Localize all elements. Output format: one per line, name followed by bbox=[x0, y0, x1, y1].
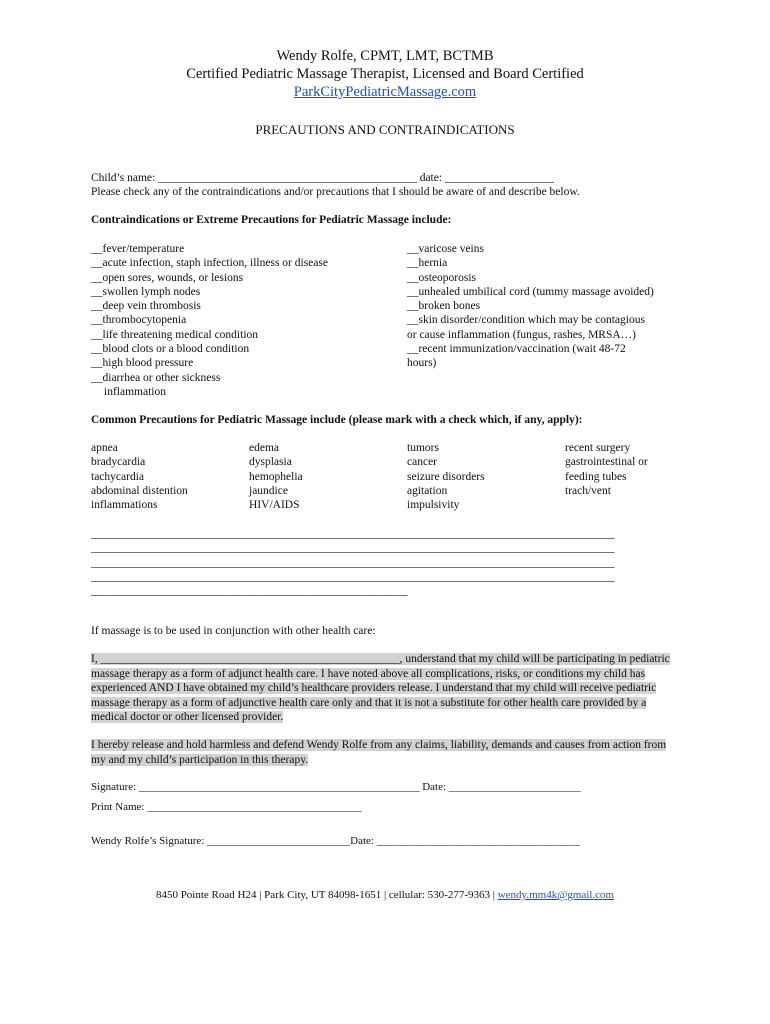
list-item[interactable]: __high blood pressure bbox=[91, 357, 194, 370]
website-row bbox=[0, 84, 770, 101]
contraindications-left-list bbox=[91, 242, 396, 399]
list-item[interactable]: seizure disorders bbox=[407, 470, 485, 483]
list-item: inflammation bbox=[104, 385, 166, 398]
precautions-column-4 bbox=[565, 441, 648, 498]
therapist-signature-field[interactable]: Wendy Rolfe’s Signature: __________________________Date: _____________________________________ bbox=[91, 835, 581, 847]
list-item[interactable]: __acute infection, staph infection, illness or disease bbox=[91, 257, 328, 270]
blank-line[interactable]: ________________________________________________________________________________________________ bbox=[91, 570, 615, 583]
document-title: PRECAUTIONS AND CONTRAINDICATIONS bbox=[255, 122, 515, 137]
list-item[interactable]: bradycardia bbox=[91, 456, 146, 469]
list-item[interactable]: __open sores, wounds, or lesions bbox=[91, 271, 244, 284]
list-item[interactable]: inflammations bbox=[91, 499, 158, 512]
list-item[interactable]: __recent immunization/vaccination (wait 48-72 bbox=[407, 343, 626, 356]
therapist-name: Wendy Rolfe, CPMT, LMT, BCTMB bbox=[276, 48, 494, 64]
list-item[interactable]: __hernia bbox=[407, 257, 448, 270]
list-item[interactable]: __deep vein thrombosis bbox=[91, 300, 201, 313]
common-precautions-heading: Common Precautions for Pediatric Massage include (please mark with a check which, if any, apply): bbox=[91, 414, 583, 426]
list-item[interactable]: trach/vent bbox=[565, 484, 611, 497]
list-item[interactable]: __varicose veins bbox=[407, 243, 484, 255]
list-item[interactable]: impulsivity bbox=[407, 499, 460, 512]
list-item[interactable]: __skin disorder/condition which may be contagious bbox=[407, 314, 645, 327]
precautions-column-2 bbox=[249, 441, 303, 512]
list-item[interactable]: __diarrhea or other sickness bbox=[91, 371, 221, 384]
health-care-intro: If massage is to be used in conjunction with other health care: bbox=[91, 625, 376, 637]
list-item[interactable]: gastrointestinal or bbox=[565, 456, 648, 469]
description-lines[interactable] bbox=[91, 527, 681, 598]
list-item[interactable]: edema bbox=[249, 442, 280, 454]
list-item[interactable]: __thrombocytopenia bbox=[91, 314, 187, 327]
contraindications-heading: Contraindications or Extreme Precautions for Pediatric Massage include: bbox=[91, 214, 452, 226]
precautions-column-1 bbox=[91, 441, 188, 512]
contraindications-right-list bbox=[407, 242, 687, 371]
website-link[interactable]: ParkCityPediatricMassage.com bbox=[293, 84, 477, 100]
blank-line[interactable]: ________________________________________________________________________________________________ bbox=[91, 528, 615, 540]
list-item[interactable]: apnea bbox=[91, 442, 118, 454]
childs-name-field[interactable]: Child’s name: _____________________________________________ date: ___________________ bbox=[91, 172, 555, 184]
list-item[interactable]: feeding tubes bbox=[565, 470, 627, 483]
list-item[interactable]: __broken bones bbox=[407, 300, 481, 313]
footer-email-link[interactable]: wendy.mm4k@gmail.com bbox=[497, 889, 615, 901]
footer bbox=[0, 888, 770, 903]
list-item[interactable]: recent surgery bbox=[565, 442, 631, 454]
list-item[interactable]: hemophelia bbox=[249, 470, 303, 483]
therapist-credentials: Certified Pediatric Massage Therapist, Licensed and Board Certified bbox=[186, 66, 584, 82]
list-item[interactable]: __swollen lymph nodes bbox=[91, 285, 201, 298]
list-item: hours) bbox=[407, 357, 437, 370]
list-item[interactable]: __life threatening medical condition bbox=[91, 328, 259, 341]
blank-line[interactable]: ________________________________________________________________________________________________ bbox=[91, 556, 615, 569]
list-item[interactable]: tumors bbox=[407, 442, 439, 454]
print-name-field[interactable]: Print Name: _______________________________________ bbox=[91, 801, 362, 813]
list-item[interactable]: __unhealed umbilical cord (tummy massage avoided) bbox=[407, 285, 654, 298]
blank-line[interactable]: __________________________________________________________ bbox=[91, 585, 408, 598]
blank-line[interactable]: ________________________________________________________________________________________________ bbox=[91, 542, 615, 555]
list-item[interactable]: abdominal distention bbox=[91, 484, 188, 497]
consent-block bbox=[91, 652, 681, 725]
list-item[interactable]: tachycardia bbox=[91, 470, 144, 483]
signature-field[interactable]: Signature: ___________________________________________________ Date: ________________________ bbox=[91, 781, 581, 793]
list-item[interactable]: agitation bbox=[407, 484, 448, 497]
instruction-text: Please check any of the contraindications and/or precautions that I should be aware of and describe below. bbox=[91, 186, 580, 198]
list-item: or cause inflammation (fungus, rashes, MRSA…) bbox=[407, 328, 637, 341]
list-item[interactable]: __fever/temperature bbox=[91, 243, 185, 255]
list-item[interactable]: HIV/AIDS bbox=[249, 499, 300, 512]
precautions-column-3 bbox=[407, 441, 485, 512]
list-item[interactable]: __osteoporosis bbox=[407, 271, 476, 284]
consent-paragraph: I, ____________________________________________________, understand that my child will be participating in pediatric massage therapy as a form of adjunct health care. I have noted above all complications, risks, or conditions my child has experienced AND I have obtained my child’s healthcare providers release. I understand that my child will receive pediatric massage therapy as a form of adjunctive health care only and that it is not a substitute for other health care provided by a medical doctor or other licensed provider. bbox=[91, 653, 670, 723]
list-item[interactable]: jaundice bbox=[249, 484, 288, 497]
release-block bbox=[91, 738, 681, 767]
list-item[interactable]: cancer bbox=[407, 456, 437, 469]
footer-address: 8450 Pointe Road H24 | Park City, UT 84098-1651 | cellular: 530-277-9363 | bbox=[155, 889, 498, 901]
list-item[interactable]: __blood clots or a blood condition bbox=[91, 343, 250, 356]
list-item[interactable]: dysplasia bbox=[249, 456, 292, 469]
release-paragraph: I hereby release and hold harmless and defend Wendy Rolfe from any claims, liability, demands and causes from action from my and my child’s participation in this therapy. bbox=[91, 739, 667, 766]
